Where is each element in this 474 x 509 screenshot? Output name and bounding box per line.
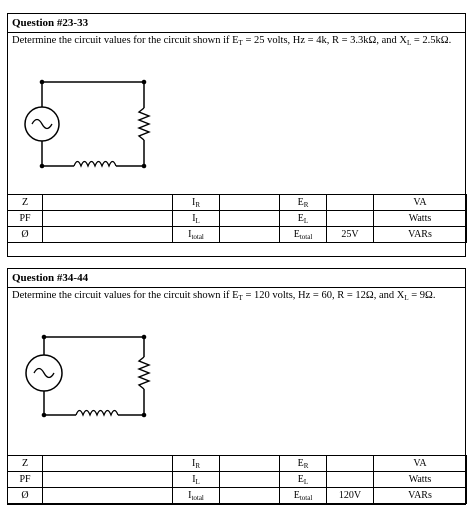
answer-cell[interactable]: [220, 472, 280, 488]
resistor-icon: [139, 357, 149, 389]
quantity-label: VA: [374, 195, 467, 211]
quantity-label: $I_{total}$: [173, 227, 220, 243]
quantity-label: $I_L$: [173, 472, 220, 488]
answer-cell[interactable]: [327, 211, 374, 227]
quantity-label: $E_{total}$: [280, 488, 327, 504]
answer-cell[interactable]: [43, 488, 173, 504]
values-table: [7, 194, 467, 243]
quantity-label: Watts: [374, 472, 467, 488]
table-row: [8, 195, 467, 211]
quantity-label: $I_L$: [173, 211, 220, 227]
question-title: Question #23-33: [8, 14, 465, 33]
quantity-label: $E_L$: [280, 472, 327, 488]
answer-cell[interactable]: [327, 456, 374, 472]
quantity-label: PF: [8, 472, 43, 488]
answer-cell[interactable]: [43, 211, 173, 227]
quantity-label: $E_{total}$: [280, 227, 327, 243]
answer-cell[interactable]: 120V: [327, 488, 374, 504]
question-prompt: Determine the circuit values for the circuit shown if $E_T = 120$ volts, Hz = 60, R = 12Ω, and $X_L = 9\Omega$.: [12, 290, 436, 302]
circuit-diagram: [8, 307, 178, 427]
quantity-label: $I_{total}$: [173, 488, 220, 504]
quantity-label: $E_R$: [280, 195, 327, 211]
quantity-label: VARs: [374, 488, 467, 504]
quantity-label: Ø: [8, 227, 43, 243]
table-row: [8, 472, 467, 488]
inductor-icon: [76, 411, 118, 416]
circuit-diagram: [8, 52, 178, 172]
answer-cell[interactable]: [220, 195, 280, 211]
inductor-icon: [74, 162, 116, 167]
table-row: [8, 456, 467, 472]
question-title: Question #34-44: [8, 269, 465, 288]
answer-cell[interactable]: [220, 211, 280, 227]
ac-source-icon: [26, 355, 62, 391]
question-block-2: [7, 268, 466, 505]
answer-cell[interactable]: 25V: [327, 227, 374, 243]
table-row: [8, 227, 467, 243]
answer-cell[interactable]: [327, 472, 374, 488]
values-table: [7, 455, 467, 504]
quantity-label: $E_R$: [280, 456, 327, 472]
quantity-label: $I_R$: [173, 456, 220, 472]
question-prompt: Determine the circuit values for the circuit shown if $E_T = 25$ volts, Hz = 4k, R = 3.3kΩ, and $X_L = 2.5k\Omega$.: [12, 35, 452, 47]
quantity-label: Z: [8, 456, 43, 472]
answer-cell[interactable]: [220, 227, 280, 243]
resistor-icon: [139, 108, 149, 140]
answer-cell[interactable]: [327, 195, 374, 211]
quantity-label: Z: [8, 195, 43, 211]
answer-cell[interactable]: [220, 456, 280, 472]
table-row: [8, 488, 467, 504]
quantity-label: $I_R$: [173, 195, 220, 211]
quantity-label: PF: [8, 211, 43, 227]
table-row: [8, 211, 467, 227]
answer-cell[interactable]: [43, 195, 173, 211]
answer-cell[interactable]: [43, 472, 173, 488]
answer-cell[interactable]: [43, 456, 173, 472]
answer-cell[interactable]: [43, 227, 173, 243]
quantity-label: Ø: [8, 488, 43, 504]
quantity-label: $E_L$: [280, 211, 327, 227]
quantity-label: VARs: [374, 227, 467, 243]
quantity-label: Watts: [374, 211, 467, 227]
quantity-label: VA: [374, 456, 467, 472]
question-block-1: [7, 13, 466, 257]
answer-cell[interactable]: [220, 488, 280, 504]
ac-source-icon: [25, 107, 59, 141]
